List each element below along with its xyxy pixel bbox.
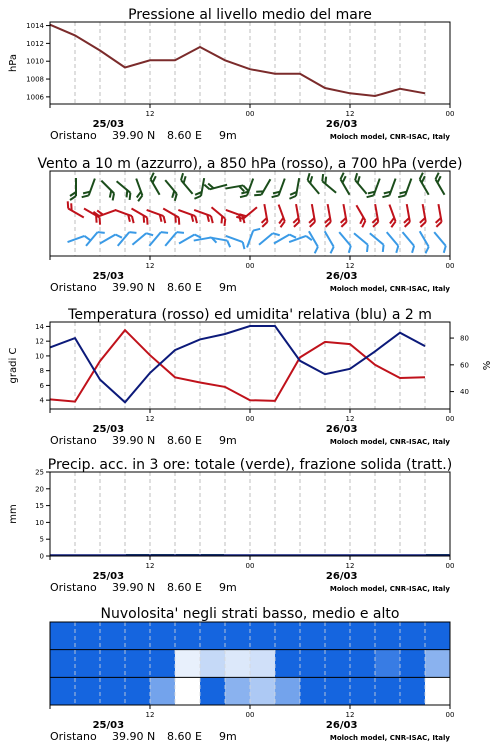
wind-barb xyxy=(161,180,180,201)
wind-barb-feather xyxy=(424,247,431,253)
wind-barb-shaft xyxy=(179,235,195,244)
location-lat: 39.90 N xyxy=(112,129,156,142)
location-lon: 8.60 E xyxy=(167,129,202,142)
wind-barb-feather xyxy=(313,247,320,253)
x-tick-label: 12 xyxy=(145,562,155,570)
wind-barb-feather xyxy=(380,245,387,252)
wind-barb-shaft xyxy=(212,207,226,219)
wind-barb-shaft xyxy=(339,232,351,246)
wind-barb xyxy=(149,229,168,250)
model-credit: Moloch model, CNR-ISAC, Italy xyxy=(329,438,450,446)
wind-barb-shaft xyxy=(420,179,429,195)
x-tick-label: 12 xyxy=(145,110,155,118)
chart-title: Nuvolosita' negli strati basso, medio e alto xyxy=(100,606,400,622)
wind-barb xyxy=(319,174,340,193)
y-tick-label: 0 xyxy=(39,552,44,561)
cloud-cell xyxy=(425,622,451,650)
pressure-line xyxy=(50,25,425,96)
cloud-cell xyxy=(275,677,301,705)
y-tick-label: 14 xyxy=(35,322,44,331)
date-label: 25/03 xyxy=(92,271,125,282)
cloud-cell xyxy=(325,650,351,678)
wind-barb xyxy=(236,203,257,222)
wind-barb-shaft xyxy=(147,210,164,216)
wind-barb xyxy=(382,176,395,199)
wind-barb-feather xyxy=(97,218,103,225)
wind-barb xyxy=(338,204,348,227)
date-label: 26/03 xyxy=(325,119,358,130)
cloud-cell xyxy=(375,650,401,678)
location-lat: 39.90 N xyxy=(112,581,156,594)
date-label: 25/03 xyxy=(92,720,125,731)
wind-barb-shaft xyxy=(181,180,193,194)
y-tick-label: 12 xyxy=(35,337,44,346)
wind-barb-feather xyxy=(130,216,136,223)
wind-barb xyxy=(82,176,95,199)
y-tick-label: 25 xyxy=(35,468,44,477)
wind-barb xyxy=(401,204,411,227)
wind-barb-feather xyxy=(129,229,136,236)
x-tick-label: 00 xyxy=(245,110,255,118)
date-label: 25/03 xyxy=(92,424,125,435)
cloud-cell xyxy=(325,677,351,705)
wind-barb-feather xyxy=(382,193,389,199)
wind-barb-feather xyxy=(289,233,295,240)
wind-barb xyxy=(65,201,87,217)
x-tick-label: 00 xyxy=(245,711,255,719)
x-tick-label: 00 xyxy=(245,262,255,270)
wind-barb-shaft xyxy=(68,236,85,242)
x-tick-label: 00 xyxy=(445,110,455,118)
wind-barb-feather xyxy=(240,193,247,199)
cloud-cell xyxy=(300,622,326,650)
wind-barb-shaft xyxy=(117,181,131,193)
wind-barb xyxy=(353,173,372,194)
cloud-cell xyxy=(150,650,176,678)
wind-barb-feather xyxy=(398,193,405,199)
cloud-cell xyxy=(200,622,226,650)
temperature-y-label: gradi C xyxy=(8,347,19,384)
cloud-cell xyxy=(125,650,151,678)
wind-barb-feather xyxy=(409,246,416,253)
y-tick-label: 1014 xyxy=(26,22,44,31)
wind-barb-shaft xyxy=(341,179,350,195)
wind-barb-shaft xyxy=(308,180,320,194)
cloud-cell xyxy=(275,650,301,678)
y-tick-label: 8 xyxy=(39,367,44,376)
x-tick-label: 00 xyxy=(245,415,255,423)
wind-barb-feather xyxy=(209,216,215,223)
cloud-cell xyxy=(200,650,226,678)
humidity-y-label: % xyxy=(482,360,493,371)
wind-barb-feather xyxy=(193,216,199,223)
wind-barb xyxy=(272,176,285,199)
wind-barb-shaft xyxy=(420,231,429,247)
wind-barb xyxy=(415,231,431,253)
cloud-cell xyxy=(400,650,426,678)
wind-barb-shaft xyxy=(84,209,100,218)
wind-barb-shaft xyxy=(356,205,365,221)
y2-tick-label: 80 xyxy=(460,334,469,343)
location-name: Oristano xyxy=(50,730,97,743)
wind-barb-shaft xyxy=(178,210,195,216)
x-tick-label: 12 xyxy=(345,562,355,570)
wind-barb-feather xyxy=(289,195,296,200)
wind-barb xyxy=(70,178,76,200)
x-tick-label: 00 xyxy=(445,415,455,423)
location-lon: 8.60 E xyxy=(167,281,202,294)
wind-barb xyxy=(306,204,316,227)
cloud-cell xyxy=(100,677,126,705)
wind-barb xyxy=(366,233,387,252)
cloud-cell xyxy=(175,622,201,650)
humidity-line xyxy=(50,326,425,402)
y-tick-label: 5 xyxy=(39,535,44,544)
cloud-cell xyxy=(75,622,101,650)
cloud-cell xyxy=(225,677,251,705)
wind-barb xyxy=(350,233,371,252)
wind-barb-shaft xyxy=(389,179,395,196)
wind-barb-shaft xyxy=(387,232,399,246)
cloud-cell xyxy=(175,677,201,705)
x-tick-label: 00 xyxy=(445,262,455,270)
date-label: 25/03 xyxy=(92,571,125,582)
x-tick-label: 12 xyxy=(345,262,355,270)
x-tick-label: 00 xyxy=(445,562,455,570)
location-name: Oristano xyxy=(50,434,97,447)
wind-barb-feather xyxy=(176,218,182,225)
cloud-cell xyxy=(125,677,151,705)
wind-barb xyxy=(118,229,137,250)
cloud-cell xyxy=(150,677,176,705)
cloud-cell xyxy=(75,677,101,705)
precip-y-label: mm xyxy=(8,504,19,524)
cloud-cell xyxy=(150,622,176,650)
wind-barb xyxy=(434,173,450,195)
x-tick-label: 12 xyxy=(145,711,155,719)
wind-barb-shaft xyxy=(118,232,130,246)
wind-barb-feather xyxy=(65,201,71,208)
wind-barb-shaft xyxy=(132,233,146,245)
wind-barb-feather xyxy=(441,246,448,253)
wind-barb xyxy=(113,181,134,200)
wind-barb-shaft xyxy=(274,235,290,244)
cloud-cell xyxy=(50,677,76,705)
x-tick-label: 00 xyxy=(245,562,255,570)
wind-barb-feather xyxy=(273,231,280,238)
wind-barb-shaft xyxy=(374,179,380,196)
location-lat: 39.90 N xyxy=(112,730,156,743)
location-lon: 8.60 E xyxy=(167,581,202,594)
wind-barb xyxy=(290,204,300,227)
cloud-cell xyxy=(250,650,276,678)
wind-barb xyxy=(433,204,443,227)
wind-barb-shaft xyxy=(201,178,204,196)
wind-barb xyxy=(113,210,136,223)
cloud-cell xyxy=(200,677,226,705)
wind-barb-shaft xyxy=(322,181,336,193)
x-tick-label: 12 xyxy=(345,711,355,719)
cloud-cell xyxy=(350,677,376,705)
y-tick-label: 10 xyxy=(35,352,44,361)
cloud-cell xyxy=(225,650,251,678)
location-name: Oristano xyxy=(50,581,97,594)
cloud-cell xyxy=(300,650,326,678)
location-elevation: 9m xyxy=(219,434,237,447)
wind-barb-shaft xyxy=(163,209,179,218)
cloud-cell xyxy=(275,622,301,650)
wind-barb-feather xyxy=(241,242,247,249)
cloud-cell xyxy=(50,622,76,650)
wind-barb-feather xyxy=(82,193,89,199)
cloud-cell xyxy=(425,650,451,678)
y-tick-label: 1012 xyxy=(26,39,44,48)
wind-barb xyxy=(194,177,204,200)
x-tick-label: 00 xyxy=(445,711,455,719)
cloud-cell xyxy=(175,650,201,678)
chart-title: Vento a 10 m (azzurro), a 850 hPa (rosso), a 700 hPa (verde) xyxy=(37,156,463,172)
cloud-cell xyxy=(350,650,376,678)
cloud-cell xyxy=(250,677,276,705)
date-label: 26/03 xyxy=(325,720,358,731)
y-tick-label: 20 xyxy=(35,485,44,494)
location-lon: 8.60 E xyxy=(167,730,202,743)
wind-barb-feather xyxy=(161,229,168,236)
wind-barb-shaft xyxy=(405,179,411,196)
chart-title: Pressione al livello medio del mare xyxy=(128,7,372,23)
wind-barb-shaft xyxy=(370,233,384,245)
wind-barb xyxy=(93,204,116,217)
wind-barb xyxy=(305,173,324,194)
wind-barb-shaft xyxy=(89,179,95,196)
x-tick-label: 12 xyxy=(345,110,355,118)
wind-barb-shaft xyxy=(194,237,212,240)
wind-barb xyxy=(320,231,336,253)
cloud-cell xyxy=(50,650,76,678)
wind-barb xyxy=(247,227,260,250)
wind-barb-feather xyxy=(367,193,374,199)
wind-barb xyxy=(382,232,401,253)
y-tick-label: 1010 xyxy=(26,57,44,66)
wind-barb-feather xyxy=(226,241,231,248)
wind-barb-shaft xyxy=(261,179,270,195)
model-credit: Moloch model, CNR-ISAC, Italy xyxy=(329,734,450,742)
wind-barb-shaft xyxy=(101,181,114,194)
cloud-cell xyxy=(75,650,101,678)
model-credit: Moloch model, CNR-ISAC, Italy xyxy=(329,585,450,593)
wind-barb-feather xyxy=(364,245,371,252)
wind-barb-shaft xyxy=(403,232,415,246)
y-tick-label: 15 xyxy=(35,502,44,511)
wind-barb-shaft xyxy=(354,233,368,245)
wind-barb xyxy=(339,173,355,195)
location-lon: 8.60 E xyxy=(167,434,202,447)
wind-barb xyxy=(418,173,434,195)
wind-barb xyxy=(335,232,354,253)
wind-barb-feather xyxy=(346,246,353,253)
cloud-cell xyxy=(300,677,326,705)
wind-barb-feather xyxy=(177,229,184,236)
wind-barb xyxy=(367,176,380,199)
cloud-cell xyxy=(225,622,251,650)
cloud-cell xyxy=(425,677,451,705)
wind-barb-shaft xyxy=(68,209,84,218)
wind-barb-feather xyxy=(253,227,260,233)
date-label: 25/03 xyxy=(92,119,125,130)
location-elevation: 9m xyxy=(219,129,237,142)
wind-barb xyxy=(259,231,280,250)
wind-barb xyxy=(131,179,144,202)
wind-barb-feather xyxy=(115,233,121,240)
wind-barb-shaft xyxy=(436,179,445,195)
wind-barb-shaft xyxy=(259,233,273,245)
wind-barb-feather xyxy=(162,216,168,223)
wind-barb-shaft xyxy=(115,210,132,216)
wind-barb-shaft xyxy=(434,232,446,246)
wind-barb xyxy=(149,173,165,195)
wind-barb-shaft xyxy=(289,236,306,242)
location-elevation: 9m xyxy=(219,281,237,294)
cloud-cell xyxy=(350,622,376,650)
x-tick-label: 12 xyxy=(145,262,155,270)
cloud-cell xyxy=(375,622,401,650)
wind-barb-shaft xyxy=(296,178,299,196)
wind-barb xyxy=(178,173,197,194)
temperature-line xyxy=(50,330,425,402)
cloud-cell xyxy=(100,622,126,650)
wind-barb-shaft xyxy=(279,179,285,196)
chart-title: Temperatura (rosso) ed umidita' relativa (blu) a 2 m xyxy=(68,307,432,323)
wind-barb-feather xyxy=(144,218,150,225)
wind-barb xyxy=(322,204,332,227)
wind-barb xyxy=(351,205,367,227)
model-credit: Moloch model, CNR-ISAC, Italy xyxy=(329,285,450,293)
y-tick-label: 10 xyxy=(35,518,44,527)
chart-title: Precip. acc. in 3 ore: totale (verde), frazione solida (tratt.) xyxy=(47,457,453,473)
y2-tick-label: 40 xyxy=(460,388,469,397)
wind-barb xyxy=(97,181,117,201)
wind-barb-shaft xyxy=(325,231,334,247)
cloud-cell xyxy=(400,622,426,650)
wind-barb-feather xyxy=(329,247,336,253)
cloud-cell xyxy=(125,622,151,650)
wind-barb-feather xyxy=(254,192,261,198)
wind-barb-shaft xyxy=(151,179,160,195)
location-lat: 39.90 N xyxy=(112,281,156,294)
wind-barb-shaft xyxy=(132,209,148,218)
location-lat: 39.90 N xyxy=(112,434,156,447)
location-name: Oristano xyxy=(50,129,97,142)
cloud-cell xyxy=(100,650,126,678)
x-tick-label: 12 xyxy=(145,415,155,423)
y2-tick-label: 60 xyxy=(460,361,469,370)
wind-barb-feather xyxy=(98,229,105,236)
model-credit: Moloch model, CNR-ISAC, Italy xyxy=(329,133,450,141)
wind-barb xyxy=(304,231,320,253)
wind-barb xyxy=(254,176,270,198)
pressure-y-label: hPa xyxy=(8,53,19,73)
cloud-cell xyxy=(375,677,401,705)
wind-barb-shaft xyxy=(355,180,367,194)
location-elevation: 9m xyxy=(219,581,237,594)
wind-barb xyxy=(289,177,299,200)
y-tick-label: 1008 xyxy=(26,75,44,84)
date-label: 26/03 xyxy=(325,424,358,435)
wind-barb xyxy=(430,232,449,253)
cloud-cell xyxy=(400,677,426,705)
date-label: 26/03 xyxy=(325,571,358,582)
wind-barb xyxy=(369,204,379,227)
wind-barb xyxy=(224,210,247,223)
cloud-cell xyxy=(325,622,351,650)
y-tick-label: 1006 xyxy=(26,93,44,102)
y-tick-label: 6 xyxy=(39,381,44,390)
wind-barb xyxy=(204,179,227,190)
location-elevation: 9m xyxy=(219,730,237,743)
wind-barb xyxy=(398,232,417,253)
x-tick-label: 12 xyxy=(345,415,355,423)
wind-barb-shaft xyxy=(100,235,116,244)
wind-barb xyxy=(258,204,268,227)
date-label: 26/03 xyxy=(325,271,358,282)
wind-barb xyxy=(384,205,397,228)
wind-barb-shaft xyxy=(194,210,211,216)
cloud-cell xyxy=(250,622,276,650)
y-tick-label: 4 xyxy=(39,396,44,405)
location-name: Oristano xyxy=(50,281,97,294)
